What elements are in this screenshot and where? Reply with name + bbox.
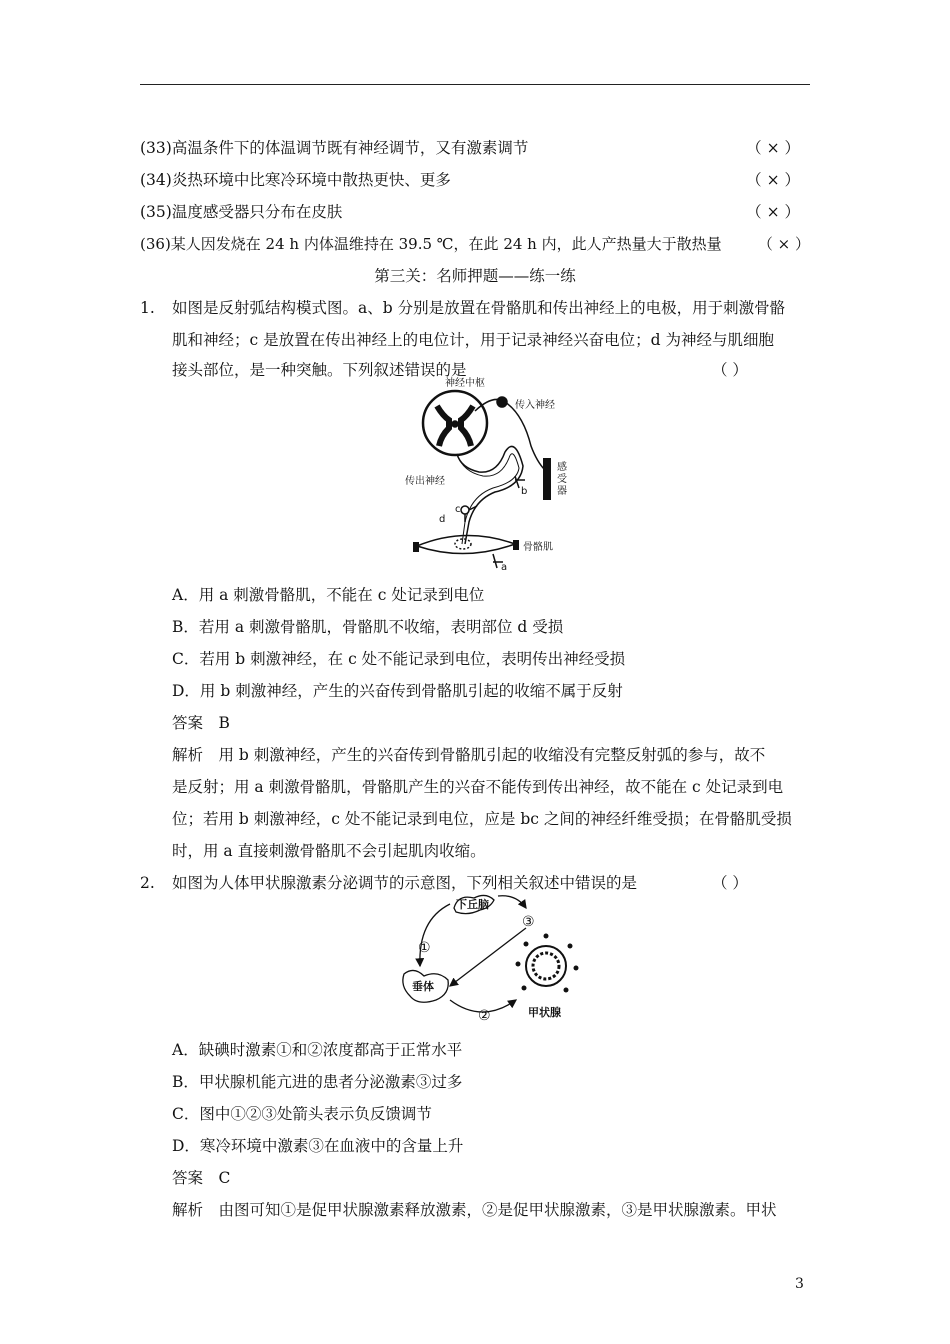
- label-skeletal-muscle: 骨骼肌: [523, 542, 553, 553]
- q1-option-d: D．用 b 刺激神经，产生的兴奋传到骨骼肌引起的收缩不属于反射: [172, 682, 623, 700]
- header-rule: [140, 84, 810, 85]
- q2-option-d: D．寒冷环境中激素③在血液中的含量上升: [172, 1137, 464, 1155]
- label-thyroid: 甲状腺: [528, 1006, 561, 1019]
- judgment-text: (36)某人因发烧在 24 h 内体温维持在 39.5 ℃，在此 24 h 内，此人产热量大于散热量: [140, 235, 722, 253]
- section-title: 第三关：名师押题——练一练: [374, 267, 576, 285]
- label-hormone-2: ②: [478, 1008, 491, 1024]
- q1-stem-line: 肌和神经；c 是放置在传出神经上的电位计，用于记录神经兴奋电位；d 为神经与肌细胞: [172, 331, 774, 349]
- label-pituitary: 垂体: [412, 980, 434, 993]
- label-hypothalamus: 下丘脑: [456, 898, 489, 911]
- judgment-text: (35)温度感受器只分布在皮肤: [140, 203, 343, 221]
- label-b: b: [521, 486, 528, 497]
- judgment-mark: （ × ）: [746, 171, 800, 189]
- q1-stem-line: 如图是反射弧结构模式图。a、b 分别是放置在骨骼肌和传出神经上的电极，用于刺激骨骼: [172, 299, 786, 317]
- reflex-arc-figure: [405, 376, 585, 572]
- q1-option-b: B．若用 a 刺激骨骼肌，骨骼肌不收缩，表明部位 d 受损: [172, 618, 564, 636]
- label-a: a: [501, 562, 508, 572]
- q1-analysis-line: 解析 用 b 刺激神经，产生的兴奋传到骨骼肌引起的收缩没有完整反射弧的参与，故不: [172, 746, 766, 764]
- judgment-35: [140, 202, 800, 222]
- label-efferent-nerve: 传出神经: [405, 476, 445, 487]
- judgment-33: [140, 138, 800, 158]
- q1-answer: 答案 B: [172, 714, 230, 732]
- q1-analysis-line: 位；若用 b 刺激神经，c 处不能记录到电位，应是 bc 之间的神经纤维受损；在骨骼肌受损: [172, 810, 792, 828]
- q1-option-c: C．若用 b 刺激神经，在 c 处不能记录到电位，表明传出神经受损: [172, 650, 626, 668]
- page-number: 3: [795, 1276, 804, 1292]
- label-afferent-nerve: 传入神经: [515, 400, 555, 411]
- thyroid-regulation-figure: [398, 890, 590, 1026]
- judgment-34: [140, 170, 800, 190]
- q2-answer: 答案 C: [172, 1169, 231, 1187]
- q1-stem-line: 接头部位，是一种突触。下列叙述错误的是: [172, 361, 467, 379]
- label-receptor-1: 感: [557, 462, 567, 473]
- judgment-text: (34)炎热环境中比寒冷环境中散热更快、更多: [140, 171, 451, 189]
- q2-option-a: A．缺碘时激素①和②浓度都高于正常水平: [172, 1041, 463, 1059]
- label-receptor-2: 受: [557, 474, 567, 485]
- receptor: [543, 458, 551, 500]
- label-nerve-center: 神经中枢: [445, 378, 485, 389]
- q2-paren: （ ）: [712, 874, 748, 892]
- judgment-mark: （ × ）: [757, 235, 810, 253]
- q1-option-a: A．用 a 刺激骨骼肌，不能在 c 处记录到电位: [172, 586, 485, 604]
- label-receptor-3: 器: [557, 486, 567, 497]
- q2-analysis: 解析 由图可知①是促甲状腺激素释放激素，②是促甲状腺激素，③是甲状腺激素。甲状: [172, 1201, 777, 1219]
- judgment-text: (33)高温条件下的体温调节既有神经调节，又有激素调节: [140, 139, 529, 157]
- thyroid-follicle-inner: [533, 953, 559, 979]
- label-hormone-3: ③: [522, 914, 535, 930]
- q1-number: 1.: [140, 299, 155, 317]
- q2-number: 2.: [140, 874, 155, 892]
- q1-analysis-line: 时，用 a 直接刺激骨骼肌不会引起肌肉收缩。: [172, 842, 486, 860]
- efferent-nerve: [457, 446, 523, 544]
- label-d: d: [439, 514, 446, 525]
- q1-analysis-line: 是反射；用 a 刺激骨骼肌，骨骼肌产生的兴奋不能传到传出神经，故不能在 c 处记录到电: [172, 778, 784, 796]
- q1-paren: （ ）: [712, 361, 748, 379]
- label-hormone-1: ①: [418, 940, 431, 956]
- ganglion: [497, 397, 507, 407]
- q2-option-b: B．甲状腺机能亢进的患者分泌激素③过多: [172, 1073, 463, 1091]
- label-c: c: [455, 504, 461, 515]
- judgment-mark: （ × ）: [746, 203, 800, 221]
- judgment-mark: （ × ）: [746, 139, 800, 157]
- q2-stem: 如图为人体甲状腺激素分泌调节的示意图，下列相关叙述中错误的是: [172, 874, 638, 892]
- q2-option-c: C．图中①②③处箭头表示负反馈调节: [172, 1105, 432, 1123]
- judgment-36: [140, 234, 810, 254]
